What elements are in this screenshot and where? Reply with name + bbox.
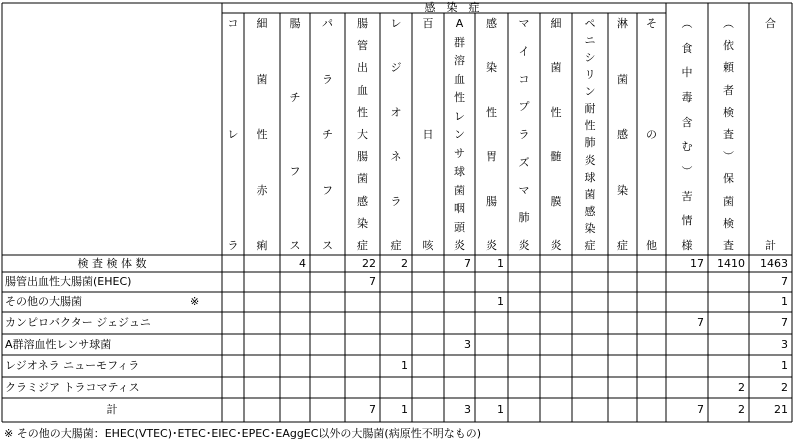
table-cell: 1 — [497, 403, 504, 416]
table-cell: 7 — [464, 256, 471, 270]
column-header-pertussis: 百 日 咳 — [422, 17, 434, 252]
column-header-ehec: 腸 管 出 血 性 大 腸 菌 感 染 症 — [357, 17, 368, 252]
row-label: その他の大腸菌 — [5, 295, 82, 308]
table-cell: 22 — [362, 256, 376, 270]
column-header-other: そ の 他 — [646, 17, 657, 252]
row-label: レジオネラ ニューモフィラ — [5, 359, 140, 372]
table-cell: 1410 — [717, 256, 745, 270]
table-cell: 7 — [781, 275, 788, 288]
table-cell: 7 — [781, 316, 788, 329]
column-header-paratyphoid: パ ラ チ フ ス — [322, 17, 333, 252]
column-header-mycoplasma: マ イ コ プ ラ ズ マ 肺 炎 — [518, 17, 530, 252]
table-cell: 1463 — [760, 256, 788, 270]
row-label: クラミジア トラコマティス — [5, 380, 140, 394]
column-header-legionella: レ ジ オ ネ ラ 症 — [390, 17, 402, 252]
column-header-gastro: 感 染 性 胃 腸 炎 — [486, 17, 497, 252]
table-cell: 2 — [401, 256, 408, 270]
table-cell: 7 — [697, 316, 704, 329]
column-header-shigella: 細 菌 性 赤 痢 — [256, 17, 268, 252]
column-header-gas: A 群 溶 血 性 レ ン サ 球 菌 咽 頭 炎 — [454, 17, 465, 252]
table-cell: 1 — [497, 256, 504, 270]
table-cell: 1 — [781, 359, 788, 372]
row-label: 検 査 検 体 数 — [77, 256, 147, 270]
column-header-request: ︵ 依 頼 者 検 査 ︶ 保 菌 検 査 — [723, 17, 734, 252]
column-header-typhoid: 腸 チ フ ス — [289, 17, 301, 252]
table-cell: 3 — [781, 337, 788, 351]
table-cell: 7 — [697, 403, 704, 416]
table-cell: 1 — [497, 295, 504, 308]
row-label: 計 — [106, 403, 118, 416]
column-header-gonorrhea: 淋 菌 感 染 症 — [617, 17, 628, 252]
table-cell: 3 — [464, 337, 471, 351]
table-cell: 7 — [369, 275, 376, 288]
table-cell: 1 — [781, 295, 788, 308]
table-cell: 2 — [781, 380, 788, 394]
row-label: 腸管出血性大腸菌(EHEC) — [5, 275, 132, 288]
table-cell: 2 — [738, 380, 745, 394]
row-label: A群溶血性レンサ球菌 — [5, 337, 112, 351]
column-header-meningitis: 細 菌 性 髄 膜 炎 — [550, 17, 562, 252]
column-header-cholera: コ レ ラ — [227, 17, 239, 252]
column-header-food: ︵ 食 中 毒 含 む ︶ 苦 情 様 — [681, 17, 693, 252]
group-title: 感 染 症 — [424, 1, 480, 14]
footnote: ※ その他の大腸菌：EHEC(VTEC)･ETEC･EIEC･EPEC･EAggEC以外の大腸菌(病原性不明なもの) — [4, 427, 482, 440]
table-cell: 2 — [738, 403, 745, 416]
table-cell: 1 — [401, 359, 408, 372]
table-cell: 17 — [690, 256, 704, 270]
table-cell: 1 — [401, 403, 408, 416]
table-cell: 7 — [369, 403, 376, 416]
table-cell: 21 — [774, 403, 788, 416]
table-cell: 3 — [464, 403, 471, 416]
column-header-prsp: ペ ニ シ リ ン 耐 性 肺 炎 球 菌 感 染 症 — [584, 17, 596, 252]
row-label: カンピロバクター ジェジュニ — [5, 316, 151, 329]
column-header-total: 合 計 — [765, 17, 776, 252]
row-marker: ※ — [190, 295, 200, 308]
table-cell: 4 — [299, 256, 306, 270]
